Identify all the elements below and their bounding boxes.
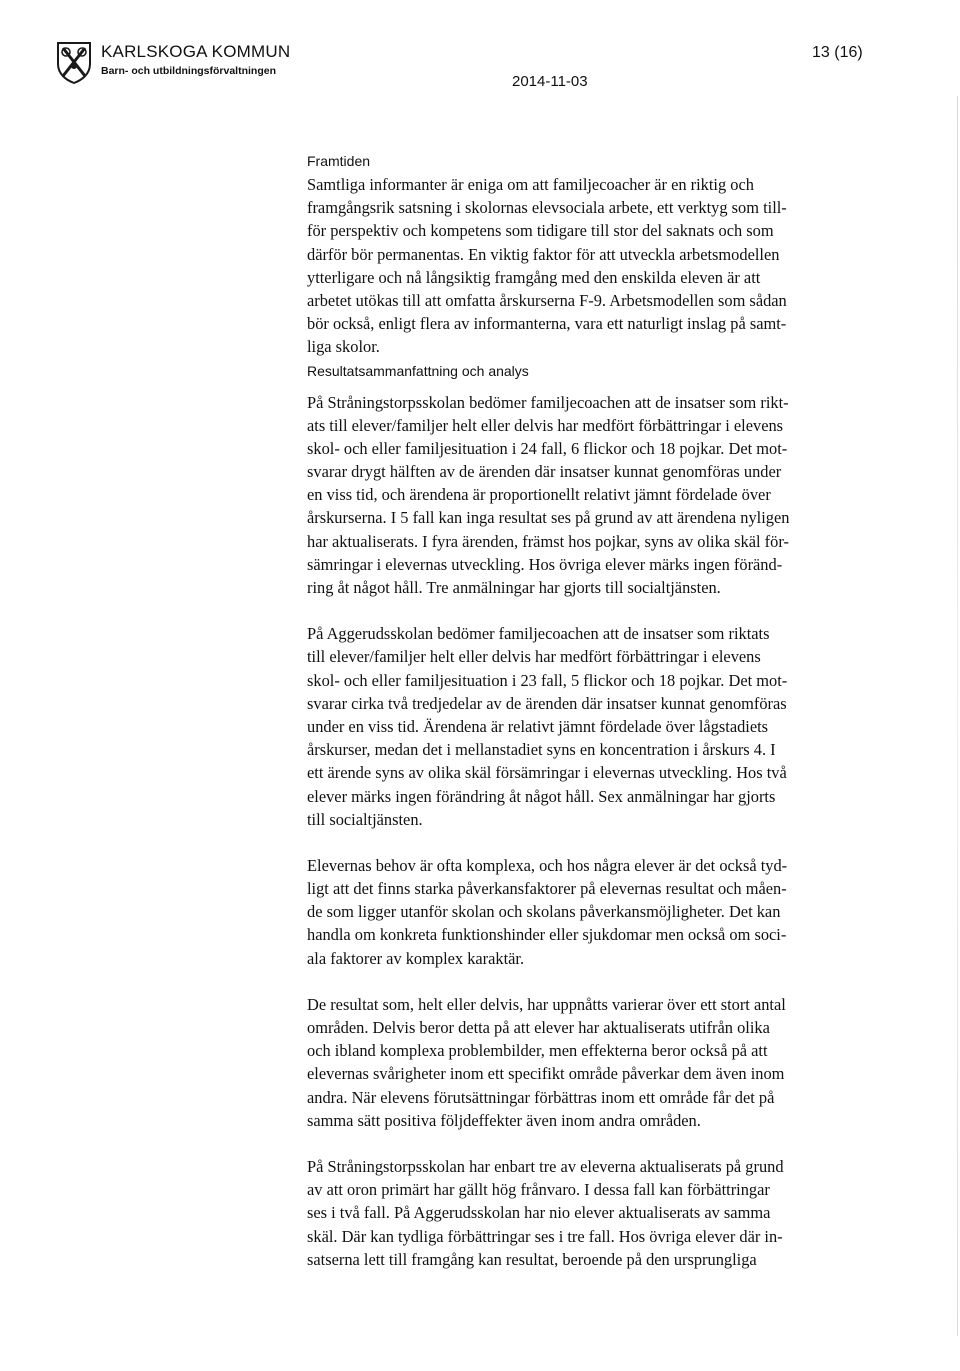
document-body [307,147,897,1271]
text-line: ligt att det finns starka påverkansfaktorer på elevernas resultat och måen- [307,879,787,899]
text-line: ring åt något håll. Tre anmälningar har gjorts till socialtjänsten. [307,578,721,597]
text-line: elever märks ingen förändring åt något håll. Sex anmälningar har gjorts [307,786,776,806]
text-line: Samtliga informanter är eniga om att familjecoacher är en riktig och [307,175,754,194]
body-paragraph [307,173,897,359]
text-line: under en viss tid. Ärendena är relativt jämnt fördelade över lågstadiets [307,716,769,736]
text-line: har aktualiserats. I fyra ärenden, främst hos pojkar, syns av olika skäl för- [307,531,789,551]
text-line: årskurser, medan det i mellanstadiet syns en koncentration i årskurs 4. I [307,740,776,760]
body-paragraph [307,391,897,600]
text-line: därför bör permanentas. En viktig faktor för att utveckla arbetsmodellen [307,244,780,264]
text-line: handla om konkreta funktionshinder eller sjukdomar men också om soci- [307,925,787,945]
text-line: av att oron primärt har gällt hög frånvaro. I dessa fall kan förbättringar [307,1180,770,1200]
text-line: och ibland komplexa problembilder, men effekterna beror också på att [307,1041,768,1061]
text-line: Elevernas behov är ofta komplexa, och hos några elever är det också tyd- [307,855,788,875]
text-line: årskurserna. I 5 fall kan inga resultat ses på grund av att ärendena nyligen [307,508,790,528]
text-line: satserna lett till framgång kan resultat, beroende på den ursprungliga [307,1249,757,1269]
text-line: ses i två fall. På Aggerudsskolan har nio elever aktualiserats av samma [307,1203,771,1223]
text-line: skäl. Där kan tydliga förbättringar ses i tre fall. Hos övriga elever där in- [307,1226,783,1246]
scan-edge-line [957,96,958,1336]
text-line: samma sätt positiva följdeffekter även inom andra områden. [307,1110,701,1130]
municipality-crest-icon [54,40,94,84]
text-line: På Stråningstorpsskolan bedömer familjecoachen att de insatser som rikt- [307,392,789,412]
text-line: ytterligare och nå långsiktig framgång med den enskilda eleven är att [307,267,761,287]
text-line: skol- och eller familjesituation i 24 fall, 6 flickor och 18 pojkar. Det mot- [307,438,788,458]
page-number: 13 (16) [812,44,863,61]
text-line: På Stråningstorpsskolan har enbart tre av eleverna aktualiserats på grund [307,1156,784,1176]
text-line: bör också, enligt flera av informanterna, vara ett naturligt inslag på samt- [307,314,787,334]
text-line: ett ärende syns av olika skäl försämringar i elevernas utveckling. Hos två [307,763,787,783]
page-header [0,0,960,120]
body-paragraph [307,1155,897,1271]
text-line: svarar cirka två tredjedelar av de ärenden där insatser kunnat genomföras [307,693,787,713]
text-line: svarar drygt hälften av de ärenden där insatser kunnat genomföras under [307,462,782,482]
text-line: framgångsrik satsning i skolornas elevsociala arbete, ett verktyg som till- [307,198,787,218]
text-line: områden. Delvis beror detta på att elever har aktualiserats utifrån olika [307,1018,770,1037]
text-line: ala faktorer av komplex karaktär. [307,948,525,968]
text-line: elevernas svårigheter inom ett specifikt område påverkar dem även inom [307,1064,785,1084]
body-paragraph [307,854,897,970]
section-heading: Framtiden [307,153,371,169]
text-line: ats till elever/familjer helt eller delvis har medfört förbättringar i elevens [307,415,784,435]
section-heading: Resultatsammanfattning och analys [307,362,529,379]
text-line: de som ligger utanför skolan och skolans påverkansmöjligheter. Det kan [307,902,781,922]
document-date: 2014-11-03 [512,73,588,90]
organization-name: KARLSKOGA KOMMUN [101,42,291,61]
body-paragraph [307,622,897,831]
text-line: arbetet utökas till att omfatta årskurserna F-9. Arbetsmodellen som sådan [307,290,787,310]
body-paragraph [307,993,897,1132]
text-line: en viss tid, och ärendena är proportionellt relativt jämnt fördelade över [307,485,771,505]
text-line: till elever/familjer helt eller delvis har medfört förbättringar i elevens [307,647,761,667]
text-line: liga skolor. [307,337,380,357]
text-line: skol- och eller familjesituation i 23 fall, 5 flickor och 18 pojkar. Det mot- [307,670,788,690]
text-line: På Aggerudsskolan bedömer familjecoachen att de insatser som riktats [307,624,770,644]
organization-unit: Barn- och utbildningsförvaltningen [101,65,276,77]
text-line: andra. När elevens förutsättningar förbättras inom ett område får det på [307,1087,775,1107]
text-line: De resultat som, helt eller delvis, har uppnåtts varierar över ett stort antal [307,994,786,1014]
text-line: till socialtjänsten. [307,809,423,829]
text-line: sämringar i elevernas utveckling. Hos övriga elever märks ingen föränd- [307,554,783,574]
text-line: för perspektiv och kompetens som tidigare till stor del saknats och som [307,221,774,241]
